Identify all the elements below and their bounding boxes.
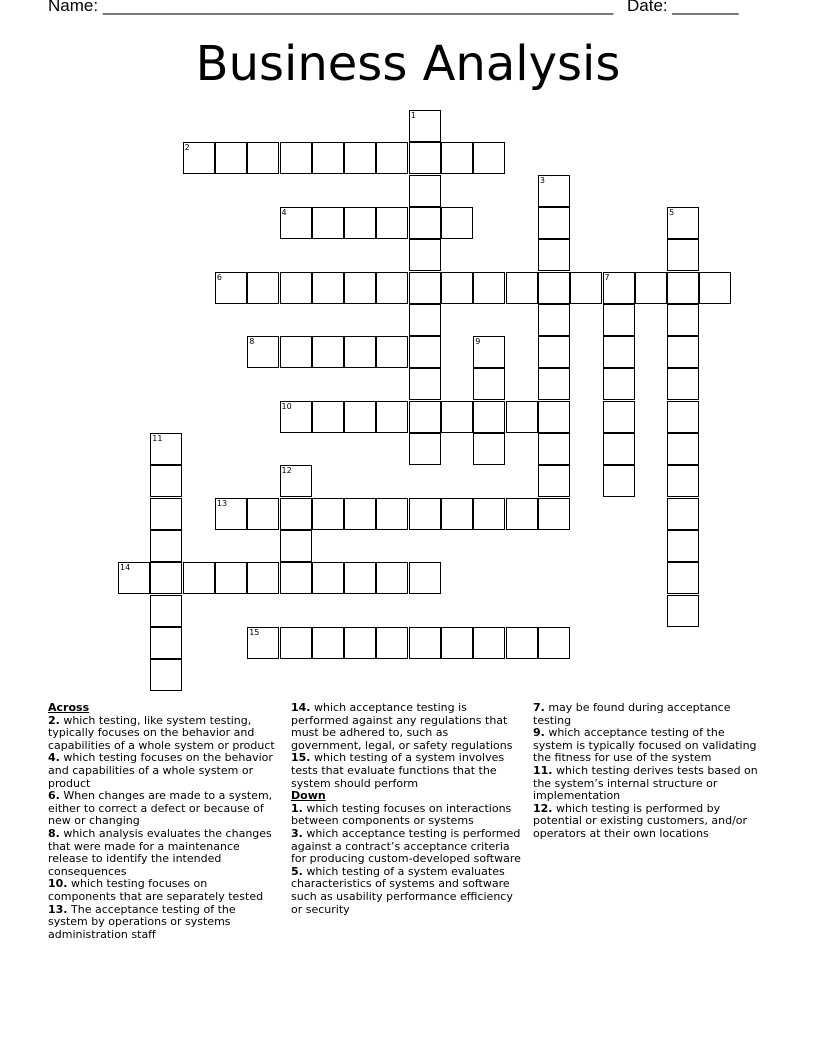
crossword-cell[interactable] (699, 272, 731, 304)
clue-number: 2 (184, 143, 190, 153)
crossword-cell[interactable] (409, 336, 441, 368)
crossword-cell[interactable] (473, 272, 505, 304)
crossword-cell[interactable] (247, 272, 279, 304)
crossword-cell[interactable] (344, 498, 376, 530)
down-heading: Down (291, 789, 326, 803)
clue-number: 8 (249, 337, 255, 347)
crossword-cell[interactable] (667, 401, 699, 433)
crossword-cell[interactable] (538, 272, 570, 304)
crossword-cell[interactable] (473, 401, 505, 433)
clue-item: 3. which acceptance testing is performed against a contract’s acceptance criteria for producing custom-developed software (291, 826, 521, 866)
crossword-cell[interactable] (312, 142, 344, 174)
crossword-cell[interactable] (409, 110, 441, 142)
clues-column-2 (291, 702, 521, 916)
crossword-cell[interactable] (473, 498, 505, 530)
clue-number: 7 (604, 272, 610, 282)
crossword-cell[interactable] (441, 401, 473, 433)
clue-number: 9 (475, 337, 481, 347)
crossword-cell[interactable] (409, 433, 441, 465)
crossword-cell[interactable] (150, 627, 182, 659)
clue-item: 6. When changes are made to a system, either to correct a defect or because of new or changing (48, 789, 273, 828)
crossword-cell[interactable] (280, 530, 312, 562)
crossword-cell[interactable] (247, 562, 279, 594)
crossword-cell[interactable] (247, 336, 279, 368)
crossword-cell[interactable] (376, 207, 408, 239)
crossword-cell[interactable] (280, 498, 312, 530)
crossword-cell[interactable] (667, 498, 699, 530)
crossword-cell[interactable] (409, 401, 441, 433)
clue-item: 8. which analysis evaluates the changes that were made for a maintenance release to identify the intended consequences (48, 826, 272, 878)
crossword-cell[interactable] (538, 304, 570, 336)
clue-number: 12 (281, 466, 292, 476)
crossword-cell[interactable] (473, 336, 505, 368)
crossword-cell[interactable] (506, 498, 538, 530)
crossword-cell[interactable] (667, 465, 699, 497)
crossword-cell[interactable] (247, 627, 279, 659)
crossword-cell[interactable] (409, 239, 441, 271)
crossword-cell[interactable] (441, 627, 473, 659)
clue-item: 2. which testing, like system testing, typically focuses on the behavior and capabilities of a whole system or product (48, 713, 275, 752)
crossword-cell[interactable] (183, 562, 215, 594)
across-heading: Across (48, 701, 90, 714)
crossword-cell[interactable] (409, 627, 441, 659)
clue-item: 10. which testing focuses on components that are separately tested (48, 877, 264, 903)
crossword-cell[interactable] (667, 304, 699, 336)
crossword-cell[interactable] (376, 562, 408, 594)
crossword-cell[interactable] (506, 401, 538, 433)
clue-item: 15. which testing of a system involves tests that evaluate functions that the system should perform (291, 751, 505, 790)
crossword-cell[interactable] (344, 142, 376, 174)
crossword-cell[interactable] (344, 627, 376, 659)
crossword-cell[interactable] (312, 562, 344, 594)
crossword-cell[interactable] (538, 336, 570, 368)
clue-item: 1. which testing focuses on interactions between components or systems (291, 801, 512, 828)
clue-item: 12. which testing is performed by potential or existing customers, and/or operators at their own locations (533, 801, 748, 840)
clue-number: 15 (249, 627, 260, 637)
crossword-cell[interactable] (280, 336, 312, 368)
crossword-cell[interactable] (312, 401, 344, 433)
crossword-cell[interactable] (150, 530, 182, 562)
crossword-cell[interactable] (409, 304, 441, 336)
clue-number: 13 (216, 498, 228, 508)
crossword-cell[interactable] (538, 207, 570, 239)
crossword-cell[interactable] (538, 627, 570, 659)
clue-number: 4 (281, 207, 287, 217)
name-field-label: Name: ______________________________________________________ (48, 0, 614, 15)
crossword-cell[interactable] (538, 239, 570, 271)
crossword-cell[interactable] (603, 465, 635, 497)
crossword-cell[interactable] (473, 368, 505, 400)
crossword-cell[interactable] (409, 562, 441, 594)
clue-item: 4. which testing focuses on the behavior and capabilities of a whole system or product (48, 751, 273, 790)
crossword-cell[interactable] (667, 207, 699, 239)
clue-number: 3 (539, 175, 545, 185)
crossword-cell[interactable] (280, 272, 312, 304)
crossword-cell[interactable] (215, 272, 247, 304)
crossword-cell[interactable] (441, 498, 473, 530)
crossword-cell[interactable] (538, 401, 570, 433)
crossword-cell[interactable] (312, 627, 344, 659)
crossword-cell[interactable] (344, 207, 376, 239)
crossword-cell[interactable] (441, 142, 473, 174)
crossword-cell[interactable] (344, 562, 376, 594)
crossword-cell[interactable] (247, 498, 279, 530)
crossword-cell[interactable] (409, 207, 441, 239)
clue-number: 14 (120, 563, 131, 573)
crossword-cell[interactable] (667, 336, 699, 368)
clue-item: 9. which acceptance testing of the system is typically focused on validating the fitness for use of the system (533, 726, 757, 765)
crossword-cell[interactable] (376, 336, 408, 368)
clue-number: 10 (281, 401, 292, 411)
crossword-cell[interactable] (603, 401, 635, 433)
crossword-cell[interactable] (473, 433, 505, 465)
clue-item: 5. which testing of a system evaluates characteristics of systems and software such as usability performance efficiency or security (291, 864, 513, 916)
crossword-cell[interactable] (667, 595, 699, 627)
date-field-label: Date: _______ (627, 0, 739, 15)
crossword-cell[interactable] (312, 272, 344, 304)
crossword-cell[interactable] (409, 142, 441, 174)
clue-number: 1 (410, 111, 416, 120)
crossword-cell[interactable] (603, 272, 635, 304)
crossword-cell[interactable] (441, 207, 473, 239)
crossword-cell[interactable] (538, 368, 570, 400)
crossword-cell[interactable] (344, 336, 376, 368)
crossword-cell[interactable] (376, 401, 408, 433)
crossword-cell[interactable] (538, 175, 570, 207)
crossword-cell[interactable] (603, 433, 635, 465)
crossword-cell[interactable] (280, 401, 312, 433)
crossword-cell[interactable] (441, 272, 473, 304)
crossword-cell[interactable] (215, 142, 247, 174)
crossword-cell[interactable] (635, 272, 667, 304)
crossword-cell[interactable] (603, 304, 635, 336)
crossword-cell[interactable] (506, 627, 538, 659)
crossword-cell[interactable] (473, 142, 505, 174)
clue-number: 5 (669, 207, 675, 217)
crossword-cell[interactable] (667, 272, 699, 304)
crossword-cell[interactable] (344, 401, 376, 433)
crossword-cell[interactable] (538, 498, 570, 530)
clue-item: 11. which testing derives tests based on the system’s internal structure or implementation (533, 763, 758, 803)
clue-number: 6 (216, 272, 222, 282)
crossword-cell[interactable] (280, 562, 312, 594)
clue-item: 14. which acceptance testing is performed against any regulations that must be adhered to, such as government, legal, or safety regulations (291, 701, 513, 752)
crossword-cell[interactable] (150, 465, 182, 497)
crossword-cell[interactable] (215, 498, 247, 530)
crossword-cell[interactable] (312, 336, 344, 368)
crossword-cell[interactable] (667, 530, 699, 562)
crossword-cell[interactable] (667, 239, 699, 271)
clue-item: 13. The acceptance testing of the system by operations or systems administration staff (48, 902, 236, 941)
crossword-cell[interactable] (183, 142, 215, 174)
crossword-cell[interactable] (150, 562, 182, 594)
crossword-cell[interactable] (538, 465, 570, 497)
crossword-cell[interactable] (344, 272, 376, 304)
crossword-cell[interactable] (150, 433, 182, 465)
crossword-cell[interactable] (280, 465, 312, 497)
crossword-cell[interactable] (603, 368, 635, 400)
crossword-cell[interactable] (280, 207, 312, 239)
clue-number: 11 (152, 434, 163, 443)
crossword-cell[interactable] (150, 498, 182, 530)
crossword-cell[interactable] (312, 498, 344, 530)
clues-column-3 (533, 702, 765, 841)
clues-column-1 (48, 702, 276, 941)
crossword-cell[interactable] (312, 207, 344, 239)
crossword-cell[interactable] (376, 498, 408, 530)
crossword-cell[interactable] (280, 142, 312, 174)
crossword-cell[interactable] (506, 272, 538, 304)
crossword-cell[interactable] (409, 368, 441, 400)
crossword-cell[interactable] (473, 627, 505, 659)
crossword-cell[interactable] (150, 595, 182, 627)
crossword-cell[interactable] (409, 175, 441, 207)
crossword-cell[interactable] (150, 659, 182, 691)
crossword-cell[interactable] (667, 562, 699, 594)
crossword-cell[interactable] (603, 336, 635, 368)
clue-item: 7. may be found during acceptance testing (533, 701, 731, 727)
crossword-cell[interactable] (538, 433, 570, 465)
page-title: Business Analysis (195, 36, 621, 92)
crossword-cell[interactable] (247, 142, 279, 174)
crossword-cell[interactable] (376, 142, 408, 174)
crossword-cell[interactable] (409, 498, 441, 530)
crossword-cell[interactable] (570, 272, 602, 304)
crossword-cell[interactable] (409, 272, 441, 304)
crossword-cell[interactable] (667, 368, 699, 400)
crossword-cell[interactable] (376, 627, 408, 659)
crossword-cell[interactable] (376, 272, 408, 304)
crossword-cell[interactable] (215, 562, 247, 594)
crossword-cell[interactable] (280, 627, 312, 659)
crossword-cell[interactable] (118, 562, 150, 594)
crossword-cell[interactable] (667, 433, 699, 465)
